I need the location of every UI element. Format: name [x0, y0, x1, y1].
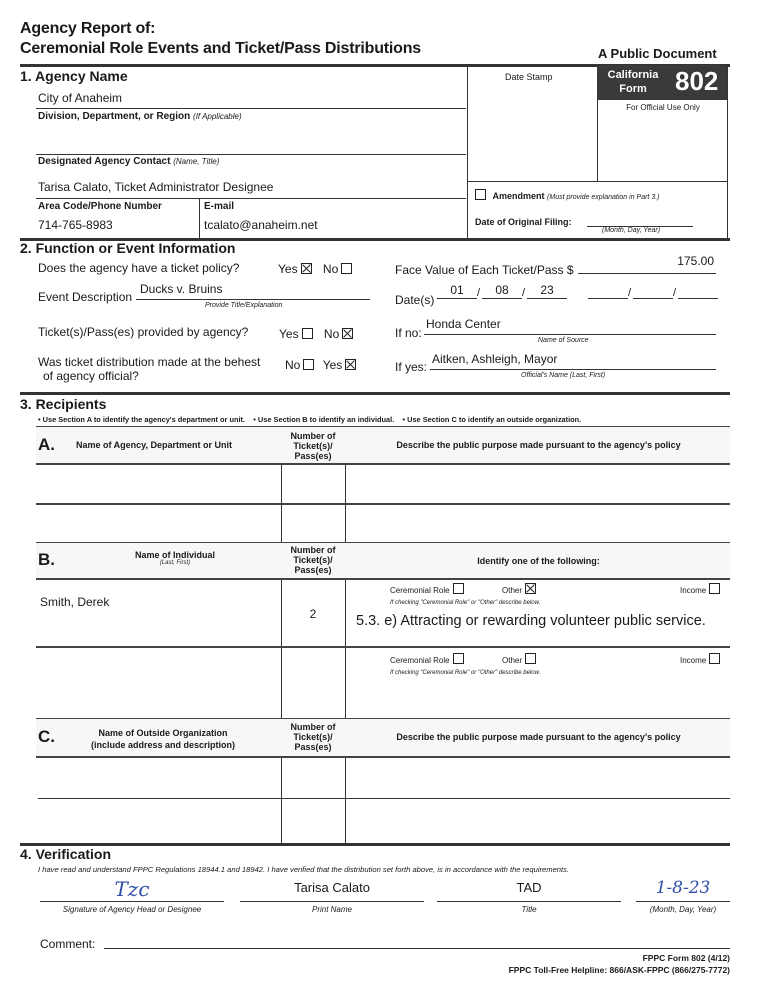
date1-field[interactable]: 01 / 08 / 23 [437, 283, 587, 299]
behest-no-checkbox[interactable] [303, 359, 314, 370]
behest-question: Was ticket distribution made at the behest of agency official? [38, 355, 261, 383]
section-a-row1-count[interactable] [283, 466, 343, 500]
section-b-row2-ceremonial-checkbox[interactable] [453, 653, 464, 664]
section-b-row1-income: Income [680, 583, 720, 595]
signature-label: Signature of Agency Head or Designee [62, 905, 202, 914]
section-a-col-name: Name of Agency, Department or Unit [76, 440, 233, 450]
section-b-row2-count[interactable] [283, 650, 343, 710]
behest-yes-checkbox[interactable] [345, 359, 356, 370]
provided-by-agency-options: Yes No [279, 327, 353, 341]
section-b-row2-other-checkbox[interactable] [525, 653, 536, 664]
section-a-col-count: Number of Ticket(s)/ Pass(es) [290, 431, 336, 461]
date-field[interactable]: 1-8-23 [636, 876, 730, 902]
contact-label: Designated Agency Contact (Name, Title) [38, 156, 220, 167]
behest-options: No Yes [285, 358, 356, 372]
amendment-row: Amendment (Must provide explanation in Part 3.) [475, 189, 660, 201]
ticket-policy-options: Yes No [278, 262, 352, 276]
section-a-row1-name[interactable] [38, 466, 278, 500]
ticket-policy-question: Does the agency have a ticket policy? [38, 261, 240, 275]
section-b-row1-income-checkbox[interactable] [709, 583, 720, 594]
section-a-row2-name[interactable] [38, 506, 278, 536]
section-b-row2-income: Income [680, 653, 720, 665]
ticket-policy-no-checkbox[interactable] [341, 263, 352, 274]
phone-value[interactable]: 714-765-8983 [38, 218, 113, 232]
section-c-col-purpose: Describe the public purpose made pursuant to the agency's policy [396, 732, 681, 742]
section-b-row2-income-checkbox[interactable] [709, 653, 720, 664]
section3-heading: 3. Recipients [20, 396, 107, 412]
official-name-hint: Official's Name (Last, First) [521, 372, 606, 379]
section-b-letter: B. [38, 550, 55, 569]
signature-field[interactable]: Tzc [40, 876, 224, 902]
section1-heading: 1. Agency Name [20, 68, 128, 84]
division-field[interactable] [38, 124, 464, 152]
print-name-field[interactable]: Tarisa Calato [240, 880, 424, 902]
form-id-label: FPPC Form 802 (4/12) [642, 953, 730, 963]
section-b-col-identify: Identify one of the following: [477, 556, 600, 566]
section-c-row2-purpose[interactable] [348, 801, 728, 839]
section-b-col-name: Name of Individual (Last, First) [134, 550, 215, 566]
event-description-label: Event Description [38, 290, 133, 304]
agency-name-value[interactable]: City of Anaheim [38, 91, 123, 105]
email-value[interactable]: tcalato@anaheim.net [204, 218, 318, 232]
event-description-field[interactable]: Ducks v. Bruins [136, 280, 370, 300]
form-title-line1: Agency Report of: [20, 20, 156, 37]
source-name-field[interactable]: Honda Center [424, 316, 716, 335]
section-a-letter: A. [38, 435, 55, 454]
original-filing-hint: (Month, Day, Year) [602, 227, 661, 234]
if-no-label: If no: [395, 326, 422, 340]
public-document-label: A Public Document [598, 46, 717, 61]
dates-label: Date(s) [395, 293, 435, 307]
section4-heading: 4. Verification [20, 846, 112, 862]
phone-label: Area Code/Phone Number [38, 201, 162, 212]
event-description-hint: Provide Title/Explanation [205, 302, 283, 309]
face-value-label: Face Value of Each Ticket/Pass $ [395, 263, 574, 277]
source-name-hint: Name of Source [538, 337, 589, 344]
section-b-row1-other-checkbox[interactable] [525, 583, 536, 594]
section-c-col-name: Name of Outside Organization (include address and description) [90, 728, 236, 750]
face-value-field[interactable]: 175.00 [578, 254, 716, 274]
original-filing-label: Date of Original Filing: [475, 217, 572, 227]
title-label: Title [521, 905, 537, 914]
section-b-row1-ceremonial-checkbox[interactable] [453, 583, 464, 594]
section-a-row1-purpose[interactable] [348, 466, 728, 500]
if-yes-label: If yes: [395, 360, 428, 374]
title-field[interactable]: TAD [437, 880, 621, 902]
form-title-line2: Ceremonial Role Events and Ticket/Pass Distributions [20, 40, 421, 57]
section-c-col-count: Number of Ticket(s)/ Pass(es) [290, 722, 336, 752]
section-c-row2-count[interactable] [283, 801, 343, 839]
provided-no-checkbox[interactable] [342, 328, 353, 339]
section-c-row1-count[interactable] [283, 760, 343, 794]
original-filing-field[interactable] [587, 215, 693, 227]
section-b-row2-description[interactable] [356, 684, 726, 710]
section-c-row1-name[interactable] [38, 760, 278, 794]
verification-statement: I have read and understand FPPC Regulations 18944.1 and 18942. I have verified that the distribution set forth above, is in accordance with the requirements. [38, 865, 570, 874]
comment-field[interactable] [104, 935, 730, 949]
comment-label: Comment: [40, 937, 96, 951]
ticket-policy-yes-checkbox[interactable] [301, 263, 312, 274]
date-label: (Month, Day, Year) [649, 905, 717, 914]
section-b-col-count: Number of Ticket(s)/ Pass(es) [290, 545, 336, 575]
section-b-row2-ceremonial: Ceremonial Role [390, 653, 464, 665]
section-a-col-purpose: Describe the public purpose made pursuant to the agency's policy [396, 440, 681, 450]
section-c-row2-name[interactable] [38, 801, 278, 839]
date2-field[interactable]: / / [588, 283, 718, 299]
official-use-label: For Official Use Only [626, 103, 700, 112]
section-b-row2-other: Other [502, 653, 536, 665]
print-name-label: Print Name [311, 905, 352, 914]
division-label: Division, Department, or Region (If Applicable) [38, 111, 242, 122]
section-b-row1-name[interactable]: Smith, Derek [40, 595, 110, 609]
email-label: E-mail [204, 201, 235, 212]
section-b-row1-hint: If checking "Ceremonial Role" or "Other" describe below. [390, 600, 541, 606]
section-b-row2-name[interactable] [40, 650, 278, 710]
section-b-row1-ceremonial: Ceremonial Role [390, 583, 464, 595]
section-c-letter: C. [38, 727, 55, 746]
section2-heading: 2. Function or Event Information [20, 240, 236, 256]
section-a-row2-count[interactable] [283, 506, 343, 536]
date-stamp-label: Date Stamp [505, 72, 553, 82]
section-c-row1-purpose[interactable] [348, 760, 728, 794]
section-b-row2-hint: If checking "Ceremonial Role" or "Other" describe below. [390, 670, 541, 676]
section-b-row1-count[interactable]: 2 [309, 607, 317, 621]
helpline-label: FPPC Toll-Free Helpline: 866/ASK-FPPC (866/275-7772) [508, 965, 730, 975]
section3-instructions: • Use Section A to identify the agency's department or unit. • Use Section B to identify an individual. • Use Section C to identify an outside organization. [38, 415, 582, 424]
section-a-row2-purpose[interactable] [348, 506, 728, 536]
section-b-row1-other: Other [502, 583, 536, 595]
form-802-badge: California Form 802 [597, 65, 727, 100]
amendment-checkbox[interactable] [475, 189, 486, 200]
contact-value[interactable]: Tarisa Calato, Ticket Administrator Designee [38, 180, 274, 194]
official-name-field[interactable]: Aitken, Ashleigh, Mayor [430, 351, 716, 370]
section-b-row1-description[interactable]: 5.3. e) Attracting or rewarding volunteer public service. [356, 613, 706, 629]
provided-yes-checkbox[interactable] [302, 328, 313, 339]
provided-by-agency-question: Ticket(s)/Pass(es) provided by agency? [38, 325, 249, 339]
